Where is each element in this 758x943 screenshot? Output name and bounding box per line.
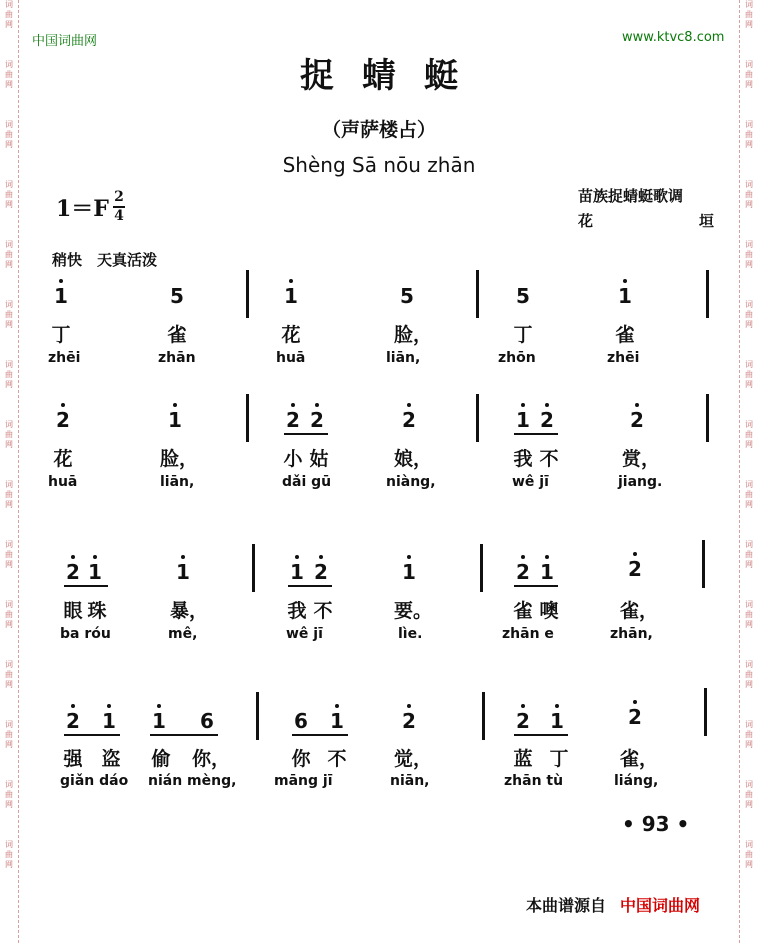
watermark-glyph: 网 (5, 860, 13, 869)
watermark-glyph: 曲 (745, 370, 753, 379)
lyric: 丁 (513, 324, 533, 346)
barline (482, 692, 485, 740)
lyric: 雀 (615, 324, 635, 346)
note: 2 (52, 409, 74, 431)
watermark-glyph: 曲 (745, 730, 753, 739)
pinyin: zhōn (498, 350, 536, 366)
site-name-link[interactable]: 中国词曲网 (32, 34, 98, 49)
meter-bottom: 4 (114, 208, 124, 224)
watermark-glyph: 曲 (5, 310, 13, 319)
watermark-glyph: 曲 (745, 430, 753, 439)
pinyin: lìe. (398, 626, 423, 642)
lyric: 噢 (539, 600, 559, 622)
watermark-glyph: 网 (5, 80, 13, 89)
watermark-glyph: 曲 (5, 670, 13, 679)
lyric: 你， (192, 748, 231, 770)
watermark-glyph: 词 (745, 300, 753, 309)
note: 2 (536, 409, 558, 431)
watermark-glyph: 词 (5, 60, 13, 69)
lyric: 丁 (51, 324, 71, 346)
note: 1 (546, 710, 568, 732)
lyric: 花 (53, 448, 73, 470)
beam (514, 433, 558, 435)
note: 2 (62, 561, 84, 583)
pinyin: nián mèng, (148, 773, 237, 789)
time-signature (113, 190, 125, 224)
source-origin: 苗族捉蜻蜓歌调 (578, 187, 684, 205)
watermark-glyph: 网 (5, 260, 13, 269)
watermark-glyph: 曲 (5, 850, 13, 859)
note: 2 (512, 561, 534, 583)
watermark-glyph: 网 (745, 740, 753, 749)
lyric: 小 (283, 448, 303, 470)
beam (64, 585, 108, 587)
pinyin: niàng, (386, 474, 436, 490)
watermark-glyph: 曲 (5, 730, 13, 739)
pinyin: niān, (390, 773, 430, 789)
watermark-glyph: 曲 (745, 850, 753, 859)
pinyin: liān, (160, 474, 195, 490)
watermark-glyph: 网 (5, 140, 13, 149)
watermark-glyph: 词 (5, 420, 13, 429)
beam (514, 734, 568, 736)
footer-brand-link[interactable]: 中国词曲网 (620, 896, 701, 915)
pinyin: ba róu (60, 626, 111, 642)
note: 5 (516, 284, 530, 308)
barline (252, 544, 255, 592)
pinyin: liān, (386, 350, 421, 366)
watermark-glyph: 词 (5, 840, 13, 849)
watermark-glyph: 词 (745, 240, 753, 249)
barline (702, 540, 705, 588)
footer-text: 本曲谱源自 (526, 896, 607, 915)
pinyin: huā (276, 350, 306, 366)
watermark-glyph: 词 (5, 0, 13, 9)
lyric: 觉， (394, 748, 433, 770)
note: 2 (624, 706, 646, 728)
watermark-glyph: 网 (745, 200, 753, 209)
watermark-glyph: 网 (745, 860, 753, 869)
note: 1 (398, 561, 420, 583)
barline (480, 544, 483, 592)
lyric: 不 (313, 600, 333, 622)
watermark-glyph: 网 (745, 500, 753, 509)
watermark-glyph: 词 (5, 180, 13, 189)
watermark-glyph: 曲 (5, 370, 13, 379)
lyric: 雀， (620, 748, 659, 770)
pinyin: zhēi (607, 350, 640, 366)
beam (292, 734, 348, 736)
watermark-glyph: 曲 (5, 130, 13, 139)
watermark-glyph: 词 (5, 120, 13, 129)
watermark-glyph: 网 (745, 380, 753, 389)
page-number: • 93 • (622, 812, 690, 836)
watermark-glyph: 词 (5, 540, 13, 549)
lyric: 珠 (87, 600, 107, 622)
watermark-glyph: 网 (5, 380, 13, 389)
pinyin: zhān e (502, 626, 554, 642)
watermark-glyph: 曲 (745, 10, 753, 19)
watermark-glyph: 曲 (745, 70, 753, 79)
pinyin: zhēi (48, 350, 81, 366)
pinyin: huā (48, 474, 78, 490)
song-pinyin-title: Shèng Sā nōu zhān (282, 153, 476, 177)
lyric: 强 (63, 748, 83, 770)
watermark-glyph: 网 (5, 800, 13, 809)
watermark-glyph: 曲 (745, 190, 753, 199)
lyric: 要。 (394, 600, 433, 622)
watermark-glyph: 网 (5, 20, 13, 29)
watermark-glyph: 曲 (745, 490, 753, 499)
barline (246, 394, 249, 442)
barline (704, 688, 707, 736)
watermark-glyph: 网 (5, 500, 13, 509)
key-label: 1＝F (56, 195, 109, 222)
pinyin: wê jī (286, 626, 323, 642)
note: 2 (398, 710, 420, 732)
song-source (578, 184, 714, 234)
barline (256, 692, 259, 740)
note: 2 (626, 409, 648, 431)
watermark-glyph: 词 (5, 480, 13, 489)
watermark-glyph: 网 (5, 620, 13, 629)
beam (288, 585, 332, 587)
key-signature (56, 190, 125, 224)
pinyin: liáng, (614, 773, 659, 789)
watermark-glyph: 词 (745, 600, 753, 609)
watermark-glyph: 曲 (745, 670, 753, 679)
watermark-glyph: 网 (745, 320, 753, 329)
watermark-glyph: 曲 (5, 550, 13, 559)
watermark-glyph: 网 (745, 560, 753, 569)
lyric: 你 (291, 748, 311, 770)
note: 1 (286, 561, 308, 583)
watermark-glyph: 词 (745, 480, 753, 489)
watermark-glyph: 曲 (745, 310, 753, 319)
watermark-glyph: 词 (5, 780, 13, 789)
watermark-glyph: 词 (745, 0, 753, 9)
lyric: 我 (513, 448, 533, 470)
watermark-glyph: 网 (5, 680, 13, 689)
pinyin: zhān, (610, 626, 653, 642)
watermark-glyph: 词 (5, 240, 13, 249)
song-title: 捉蜻蜓 (300, 56, 486, 96)
pinyin: wê jī (512, 474, 549, 490)
pinyin: mê, (168, 626, 198, 642)
meter-top: 2 (114, 189, 124, 205)
watermark-glyph: 曲 (5, 190, 13, 199)
note: 1 (280, 285, 302, 307)
beam (514, 585, 558, 587)
note: 2 (512, 710, 534, 732)
watermark-glyph: 曲 (745, 130, 753, 139)
watermark-glyph: 词 (745, 660, 753, 669)
beam (64, 734, 120, 736)
watermark-glyph: 曲 (5, 610, 13, 619)
song-subtitle: （声萨楼占） (321, 119, 436, 141)
barline (476, 270, 479, 318)
note: 1 (50, 285, 72, 307)
lyric: 娘， (394, 448, 433, 470)
watermark-glyph: 网 (745, 20, 753, 29)
pinyin: dǎi gū (282, 474, 332, 490)
arranger-char-a: 花 (578, 212, 594, 230)
note: 1 (172, 561, 194, 583)
note: 2 (624, 558, 646, 580)
tempo-marking: 稍快 天真活泼 (52, 251, 158, 269)
watermark-glyph: 曲 (745, 250, 753, 259)
watermark-glyph: 网 (745, 680, 753, 689)
lyric: 花 (281, 324, 301, 346)
lyric: 蓝 (513, 748, 533, 770)
pinyin: zhān (158, 350, 196, 366)
watermark-glyph: 词 (5, 720, 13, 729)
watermark-glyph: 词 (5, 360, 13, 369)
note: 1 (84, 561, 106, 583)
watermark-glyph: 曲 (745, 610, 753, 619)
lyric: 脸， (394, 324, 433, 346)
note: 5 (400, 284, 414, 308)
watermark-glyph: 曲 (745, 550, 753, 559)
lyric: 雀 (167, 324, 187, 346)
lyric: 雀 (513, 600, 533, 622)
note: 1 (98, 710, 120, 732)
watermark-glyph: 网 (5, 440, 13, 449)
barline (706, 270, 709, 318)
note: 6 (200, 709, 214, 733)
arranger-char-b: 垣 (698, 212, 714, 230)
watermark-glyph: 词 (745, 180, 753, 189)
watermark-glyph: 曲 (5, 70, 13, 79)
lyric: 暴， (170, 600, 209, 622)
watermark-glyph: 曲 (5, 250, 13, 259)
watermark-glyph: 网 (745, 260, 753, 269)
site-url-link[interactable]: www.ktvc8.com (622, 30, 725, 45)
watermark-glyph: 网 (745, 620, 753, 629)
arranger (578, 209, 714, 234)
watermark-glyph: 曲 (5, 490, 13, 499)
watermark-glyph: 词 (745, 840, 753, 849)
footer-credit (526, 893, 700, 916)
barline (476, 394, 479, 442)
lyric: 雀， (620, 600, 659, 622)
watermark-glyph: 网 (5, 740, 13, 749)
pinyin: giǎn dáo (60, 773, 129, 789)
barline (246, 270, 249, 318)
lyric: 姑 (309, 448, 329, 470)
watermark-glyph: 网 (5, 320, 13, 329)
watermark-glyph: 网 (745, 80, 753, 89)
watermark-glyph: 曲 (5, 430, 13, 439)
note: 6 (294, 709, 308, 733)
barline (706, 394, 709, 442)
watermark-glyph: 词 (5, 300, 13, 309)
watermark-glyph: 词 (5, 660, 13, 669)
note: 2 (398, 409, 420, 431)
note: 2 (310, 561, 332, 583)
beam (284, 433, 328, 435)
watermark-glyph: 词 (745, 360, 753, 369)
watermark-glyph: 词 (745, 120, 753, 129)
lyric: 脸， (160, 448, 199, 470)
watermark-glyph: 词 (5, 600, 13, 609)
lyric: 眼 (63, 600, 83, 622)
note: 1 (614, 285, 636, 307)
watermark-glyph: 曲 (5, 790, 13, 799)
note: 1 (536, 561, 558, 583)
note: 2 (306, 409, 328, 431)
watermark-glyph: 词 (745, 540, 753, 549)
lyric: 赏， (622, 448, 661, 470)
lyric: 丁 (549, 748, 569, 770)
watermark-glyph: 曲 (745, 790, 753, 799)
lyric: 偷 (151, 748, 171, 770)
lyric: 不 (539, 448, 559, 470)
watermark-glyph: 网 (745, 800, 753, 809)
watermark-glyph: 词 (745, 60, 753, 69)
watermark-glyph: 词 (745, 780, 753, 789)
pinyin: māng jī (274, 773, 333, 789)
lyric: 我 (287, 600, 307, 622)
pinyin: zhān tù (504, 773, 564, 789)
watermark-glyph: 网 (745, 440, 753, 449)
note: 2 (282, 409, 304, 431)
note: 1 (164, 409, 186, 431)
lyric: 不 (327, 748, 347, 770)
watermark-glyph: 网 (745, 140, 753, 149)
pinyin: jiang. (618, 474, 663, 490)
watermark-glyph: 网 (5, 200, 13, 209)
watermark-glyph: 曲 (5, 10, 13, 19)
watermark-glyph: 词 (745, 420, 753, 429)
note: 5 (170, 284, 184, 308)
lyric: 盗 (101, 748, 121, 770)
beam (150, 734, 218, 736)
watermark-glyph: 网 (5, 560, 13, 569)
note: 2 (62, 710, 84, 732)
note: 1 (326, 710, 348, 732)
watermark-glyph: 词 (745, 720, 753, 729)
note: 1 (148, 710, 170, 732)
note: 1 (512, 409, 534, 431)
